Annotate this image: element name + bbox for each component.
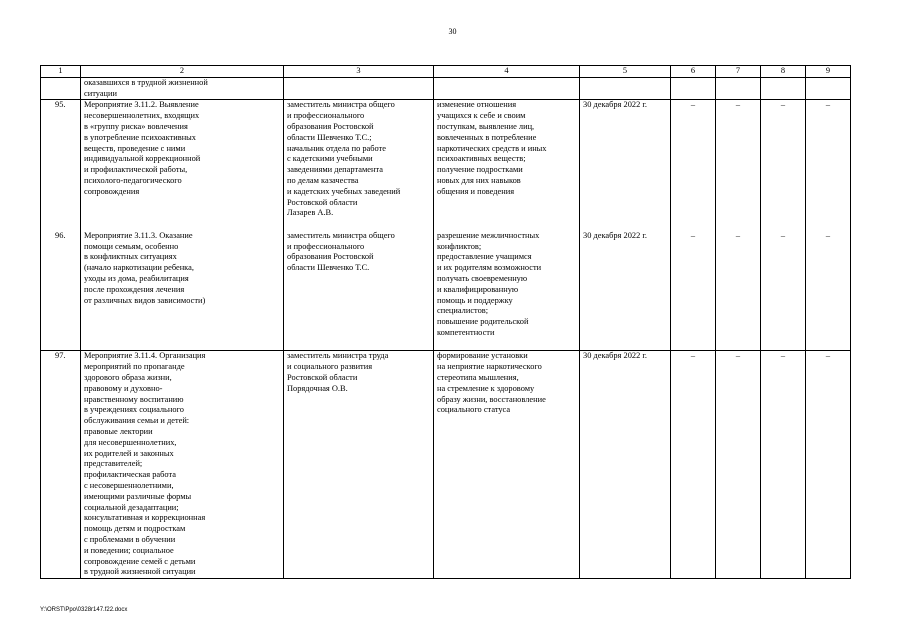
responsible-cell: заместитель министра общего и профессионального образования Ростовской области Шевченко Т.С.: [284, 231, 434, 351]
result-cell: разрешение межличностных конфликтов; предоставление учащимся и их родителям возможности получать своевременную и квалифицированную помощь и поддержку специалистов; повышение родительской компетентности: [434, 231, 580, 351]
responsible-cell: заместитель министра общего и профессионального образования Ростовской области Шевченко Т.С.; начальник отдела по работе с кадетскими учебными заведениями департамента по делам казачества и кадетских учебных заведений Ростовской области Лазарев А.В.: [284, 100, 434, 231]
value-cell: –: [716, 100, 761, 231]
date-cell: 30 декабря 2022 г.: [580, 231, 671, 351]
value-cell: –: [716, 351, 761, 579]
result-cell: изменение отношения учащихся к себе и своим поступкам, выявление лиц, вовлеченных в потребление наркотических средств и иных психоактивных веществ; получение подростками новых для них навыков общения и поведения: [434, 100, 580, 231]
row-number: 95.: [41, 100, 81, 231]
value-cell: –: [761, 351, 806, 579]
header-cell: 4: [434, 66, 580, 78]
table-row: [41, 231, 851, 351]
value-cell: –: [806, 100, 851, 231]
table-row: [41, 351, 851, 579]
header-cell: 1: [41, 66, 81, 78]
responsible-cell: заместитель министра труда и социального развития Ростовской области Порядочная О.В.: [284, 351, 434, 579]
header-cell: 8: [761, 66, 806, 78]
result-cell: формирование установки на неприятие наркотического стереотипа мышления, на стремление к здоровому образу жизни, восстановление социального статуса: [434, 351, 580, 579]
header-cell: 2: [81, 66, 284, 78]
header-row: [41, 66, 851, 78]
page-number: 30: [448, 27, 457, 36]
value-cell: –: [716, 231, 761, 351]
row-number: 97.: [41, 351, 81, 579]
value-cell: –: [671, 231, 716, 351]
value-cell: –: [671, 100, 716, 231]
continuation-text: оказавшихся в трудной жизненной ситуации: [81, 77, 284, 100]
table-row: [41, 100, 851, 231]
value-cell: –: [806, 231, 851, 351]
continuation-row: [41, 77, 851, 100]
program-table: [40, 65, 851, 579]
file-path-footer: Y:\ORST\Ppo\0328r147.f22.docx: [40, 607, 128, 613]
header-cell: 9: [806, 66, 851, 78]
value-cell: –: [806, 351, 851, 579]
value-cell: –: [761, 100, 806, 231]
date-cell: 30 декабря 2022 г.: [580, 100, 671, 231]
measure-cell: Мероприятие 3.11.3. Оказание помощи семьям, особенно в конфликтных ситуациях (начало наркотизации ребенка, уходы из дома, реабилитация после прохождения лечения от различных видов зависимости): [81, 231, 284, 351]
value-cell: –: [671, 351, 716, 579]
header-cell: 6: [671, 66, 716, 78]
measure-cell: Мероприятие 3.11.4. Организация мероприятий по пропаганде здорового образа жизни, правовому и духовно- нравственному воспитанию в учреждениях социального обслуживания семьи и детей: правовые лектории для несовершеннолетних, их родителей и законных представителей; профилактическая работа с несовершеннолетними, имеющими различные формы социальной дезадаптации; консультативная и коррекционная помощь детям и подросткам с проблемами в обучении и поведении; социальное сопровождение семей с детьми в трудной жизненной ситуации: [81, 351, 284, 579]
header-cell: 3: [284, 66, 434, 78]
header-cell: 7: [716, 66, 761, 78]
header-cell: 5: [580, 66, 671, 78]
date-cell: 30 декабря 2022 г.: [580, 351, 671, 579]
value-cell: –: [761, 231, 806, 351]
row-number: 96.: [41, 231, 81, 351]
measure-cell: Мероприятие 3.11.2. Выявление несовершеннолетних, входящих в «группу риска» вовлечения в употребление психоактивных веществ, проведение с ними индивидуальной коррекционной и профилактической работы, психолого-педагогического сопровождения: [81, 100, 284, 231]
